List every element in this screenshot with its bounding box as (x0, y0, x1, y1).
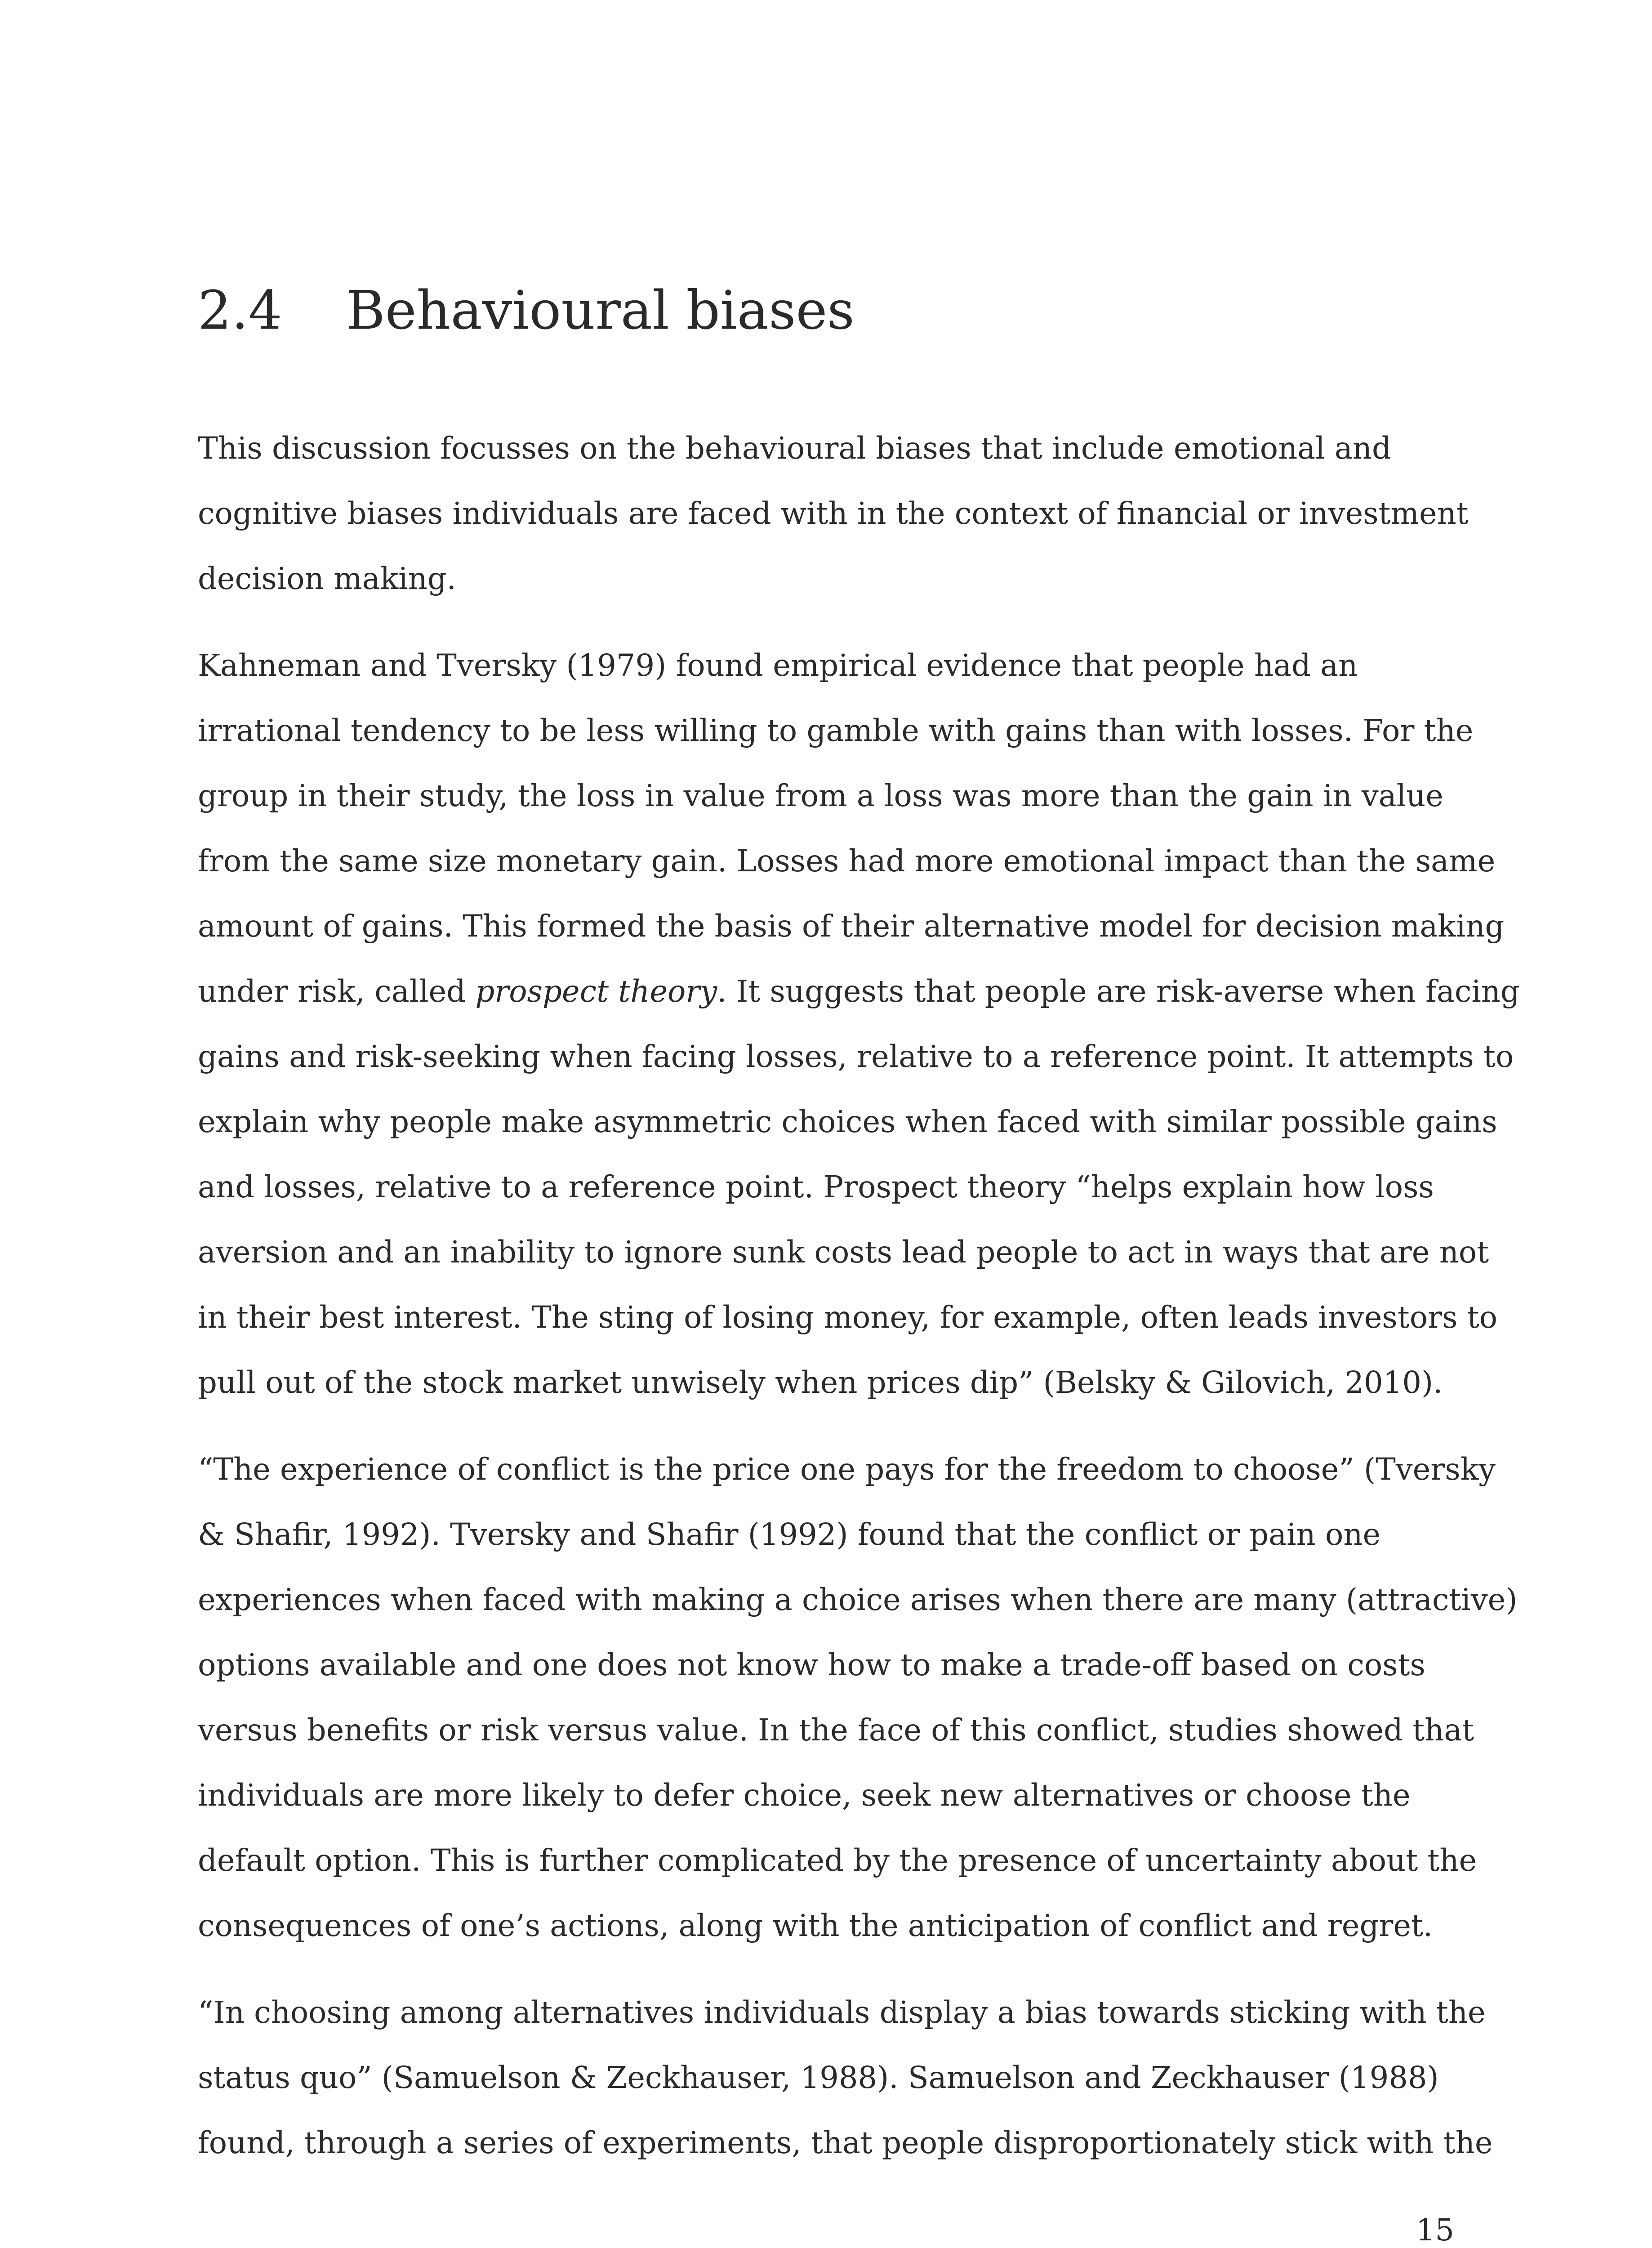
section-heading (198, 279, 855, 342)
text-line: options available and one does not know how to make a trade-off based on costs (198, 1647, 1425, 1682)
page-number: 15 (1416, 2212, 1454, 2248)
section-number: 2.4 (198, 279, 282, 341)
text-line: found, through a series of experiments, that people disproportionately stick with the (198, 2125, 1493, 2160)
text-line: in their best interest. The sting of losing money, for example, often leads investors to (198, 1300, 1498, 1335)
text-line: cognitive biases individuals are faced with in the context of financial or investment (198, 496, 1469, 531)
text-line: aversion and an inability to ignore sunk costs lead people to act in ways that are not (198, 1235, 1489, 1270)
text-line: status quo” (Samuelson & Zeckhauser, 1988). Samuelson and Zeckhauser (1988) (198, 2060, 1439, 2095)
paragraph-intro (198, 416, 1469, 611)
text-line: “The experience of conflict is the price one pays for the freedom to choose” (Tversky (198, 1452, 1496, 1487)
text-run: . It suggests that people are risk-averse when facing (717, 974, 1520, 1009)
text-line: This discussion focusses on the behavioural biases that include emotional and (198, 431, 1391, 466)
text-line: & Shafir, 1992). Tversky and Shafir (1992) found that the conflict or pain one (198, 1517, 1381, 1552)
text-line: gains and risk-seeking when facing losses, relative to a reference point. It attempts to (198, 1039, 1514, 1074)
text-line: individuals are more likely to defer choice, seek new alternatives or choose the (198, 1778, 1411, 1813)
text-line: decision making. (198, 561, 456, 596)
paragraph-conflict (198, 1437, 1518, 1958)
italic-term: prospect theory (475, 974, 717, 1009)
text-line: from the same size monetary gain. Losses had more emotional impact than the same (198, 843, 1496, 879)
text-run: under risk, called (198, 974, 476, 1009)
text-line: pull out of the stock market unwisely when prices dip” (Belsky & Gilovich, 2010). (198, 1365, 1443, 1400)
text-line: and losses, relative to a reference point. Prospect theory “helps explain how loss (198, 1169, 1434, 1204)
text-line: default option. This is further complicated by the presence of uncertainty about the (198, 1843, 1477, 1878)
paragraph-prospect-theory (198, 633, 1520, 1415)
section-title: Behavioural biases (346, 279, 855, 341)
text-line: Kahneman and Tversky (1979) found empirical evidence that people had an (198, 648, 1358, 683)
text-line-with-italic (198, 959, 1520, 1024)
text-line: irrational tendency to be less willing to gamble with gains than with losses. For the (198, 713, 1474, 748)
paragraph-status-quo (198, 1980, 1493, 2176)
text-line: explain why people make asymmetric choices when faced with similar possible gains (198, 1104, 1497, 1139)
text-line: amount of gains. This formed the basis of their alternative model for decision making (198, 909, 1505, 944)
text-line: consequences of one’s actions, along with the anticipation of conflict and regret. (198, 1908, 1433, 1943)
text-line: experiences when faced with making a choice arises when there are many (attractive) (198, 1582, 1518, 1617)
text-line: “In choosing among alternatives individuals display a bias towards sticking with the (198, 1995, 1486, 2030)
body-text (198, 416, 1520, 2197)
text-line: versus benefits or risk versus value. In the face of this conflict, studies showed that (198, 1713, 1474, 1748)
text-line: group in their study, the loss in value from a loss was more than the gain in value (198, 778, 1443, 813)
